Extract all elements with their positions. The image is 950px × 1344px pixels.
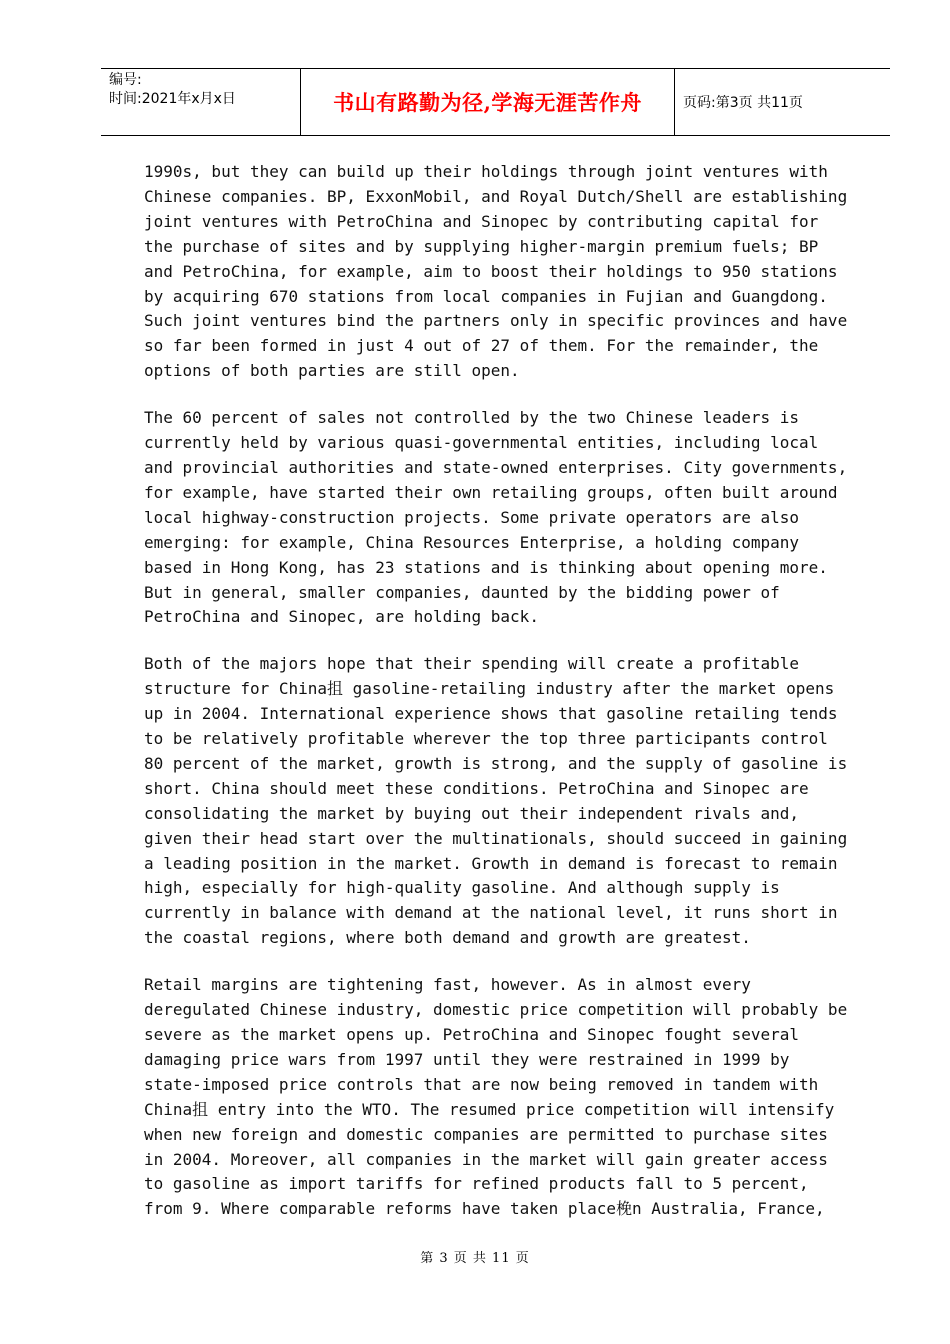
document-header <box>101 68 890 136</box>
header-page-info: 页码:第3页 共11页 <box>683 95 803 111</box>
document-body <box>144 160 854 1244</box>
header-meta <box>101 69 301 135</box>
paragraph-3: Both of the majors hope that their spending will create a profitable structure for China抯 gasoline-retailing industry after the market opens up in 2004. International experience shows that gasoline retailing tends to be relatively profitable wherever the top three participants control 80 percent of the market, growth is strong, and the supply of gasoline is short. China should meet these conditions. PetroChina and Sinopec are consolidating the market by buying out their independent rivals and, given their head start over the multinationals, should succeed in gaining a leading position in the market. Growth in demand is forecast to remain high, especially for high-quality gasoline. And although supply is currently in balance with demand at the national level, it runs short in the coastal regions, where both demand and growth are greatest. <box>144 654 848 948</box>
paragraph-2: The 60 percent of sales not controlled by the two Chinese leaders is currently held by various quasi-governmental entities, including local and provincial authorities and state-owned enterprises. City governments, for example, have started their own retailing groups, often built around local highway-construction projects. Some private operators are also emerging: for example, China Resources Enterprise, a holding company based in Hong Kong, has 23 stations and is thinking about opening more. But in general, smaller companies, daunted by the bidding power of PetroChina and Sinopec, are holding back. <box>144 408 848 627</box>
number-label: 编号: <box>109 72 142 88</box>
header-motto: 书山有路勤为径,学海无涯苦作舟 <box>301 69 675 135</box>
paragraph-4: Retail margins are tightening fast, however. As in almost every deregulated Chinese industry, domestic price competition will probably be severe as the market opens up. PetroChina and Sinopec fought several damaging price wars from 1997 until they were restrained in 1999 by state-imposed price controls that are now being removed in tandem with China抯 entry into the WTO. The resumed price competition will intensify when new foreign and domestic companies are permitted to purchase sites in 2004. Moreover, all companies in the market will gain greater access to gasoline as import tariffs for refined products fall to 5 percent, from 9. Where comparable reforms have taken place梚n Australia, France, <box>144 975 848 1219</box>
paragraph-1: 1990s, but they can build up their holdings through joint ventures with Chinese companies. BP, ExxonMobil, and Royal Dutch/Shell are establishing joint ventures with PetroChina and Sinopec by contributing capital for the purchase of sites and by supplying higher-margin premium fuels; BP and PetroChina, for example, aim to boost their holdings to 950 stations by acquiring 670 stations from local companies in Fujian and Guangdong. Such joint ventures bind the partners only in specific provinces and have so far been formed in just 4 out of 27 of them. For the remainder, the options of both parties are still open. <box>144 162 848 381</box>
time-label: 时间:2021年x月x日 <box>109 91 236 107</box>
page-footer: 第 3 页 共 11 页 <box>420 1251 530 1266</box>
